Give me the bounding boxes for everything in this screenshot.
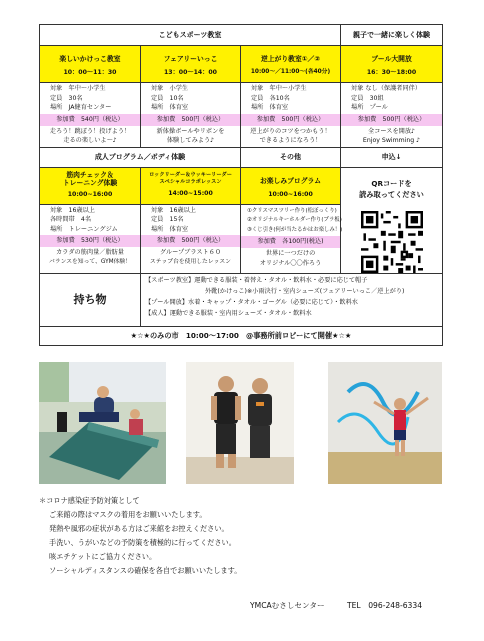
qr-cell — [341, 167, 443, 273]
program-flyer — [39, 24, 442, 346]
details-sakaagari: 対象 年中～小学生 定員 各10名 場所 体育室 参加費 500円（税込） 逆上がりのコツをつかもう！ できるようになろう！ — [241, 83, 341, 148]
qr-code[interactable] — [361, 211, 423, 273]
photo-strip — [39, 362, 442, 484]
program-time: 10:00~16:00 — [67, 191, 113, 199]
program-sakaagari — [241, 46, 341, 83]
bring-label: 持ち物 — [40, 273, 141, 326]
program-time: 10：00～11：30 — [63, 69, 117, 77]
details-collab: 対象 16歳以上 定員 15名 場所 体育室 参加費 500円（税込） グループブラスト６０ ステップ台を使用したレッスン — [141, 204, 241, 273]
program-kakekko — [40, 46, 141, 83]
program-collab — [141, 167, 241, 204]
details-fairy: 対象 小学生 定員 10名 場所 体育室 参加費 500円（税込） 新体操ボールやリボンを 体験してみよう♪ — [141, 83, 241, 148]
details-kakekko: 対象 年中～小学生 定員 30名 場所 JA健育センター 参加費 540円（税込） 走ろう！跳ぼう！投げよう！ 走るの楽しいよ～♪ — [40, 83, 141, 148]
fee: 参加費 500円（税込） — [241, 114, 340, 126]
note-item: 手洗い、うがいなどの予防策を積極的に行ってください。 — [49, 538, 236, 547]
program-title: フェアリーいっこ — [163, 55, 218, 63]
qr-instructions: QRコードを 読み取ってください — [359, 178, 424, 200]
footer — [250, 600, 442, 611]
program-pool — [341, 46, 443, 83]
program-time: 13：00～14：00 — [163, 69, 217, 77]
details-muscle: 対象 16歳以上 各時間帯 4名 場所 トレーニングジム 参加費 530円（税込） カラダの筋肉量／脂肪量 バランスを知って、GYM体験！ — [40, 204, 141, 273]
program-title: プール大開放 — [371, 55, 412, 63]
program-time: 10:00~16:00 — [268, 190, 313, 198]
fee: 参加費 500円（税込） — [141, 235, 240, 247]
apply-header: 申込↓ — [341, 147, 443, 167]
program-title: ロックリーダー＆ウッキーリーダー スペシャルコラボレッスン — [149, 171, 232, 186]
note-item: ご来館の際はマスクの着用をお願いいたします。 — [49, 510, 207, 519]
details-otanoshimi: ①クリスマスツリー作り(松ぼっくり) ②オリジナルキーホルダー作り(プラ板) ③くじ引き(何が当たるかはお楽しみ！) 参加費 各100円(税込) 世界に一つだけの オリジナル〇〇作ろう — [241, 204, 341, 273]
photo-ribbon — [328, 362, 442, 484]
phone-number: TEL 096-248-6334 — [346, 601, 423, 610]
details-pool: 対象 なし（保護者同伴） 定員 30組 場所 プール 参加費 500円（税込） 全コースを開放♪ Enjoy Swimming ♪ — [341, 83, 443, 148]
program-time: 10:00～／11:00～(各40分) — [250, 69, 331, 76]
adult-header: 成人プログラム／ボディ体験 — [40, 147, 241, 167]
photo-children-mat — [39, 362, 166, 484]
fee: 参加費 各100円(税込) — [241, 236, 340, 248]
program-title: 楽しいかけっこ教室 — [59, 55, 121, 63]
covid-notes — [39, 496, 241, 580]
program-table — [39, 24, 443, 346]
program-title: 筋肉チェック＆ トレーニング体験 — [62, 170, 118, 188]
flea-market-banner: ★☆★のみの市 10:00～17:00 @事務所前ロビーにて開催★☆★ — [40, 326, 443, 345]
program-title: お楽しみプログラム — [259, 176, 322, 185]
program-title: 逆上がり教室①／② — [260, 55, 321, 63]
fee: 参加費 530円（税込） — [40, 235, 140, 247]
note-item: 咳エチケットにご協力ください。 — [49, 552, 157, 561]
bring-list: 【スポーツ教室】運動できる服装・着替え・タオル・飲料水・必要に応じて帽子 外靴(かけっこ)※小雨決行・室内シューズ(フェアリーいっこ／逆上がり) 【プール開放】水着・キャップ・タオル・ゴーグル（必要に応じて）・飲料水 【成人】運動できる服装・室内用シューズ・タオル・飲料水 — [141, 273, 443, 326]
other-header: その他 — [241, 147, 341, 167]
program-muscle — [40, 167, 141, 204]
note-item: 発熱や風邪の症状がある方はご来館をお控えください。 — [49, 524, 229, 533]
fee: 参加費 500円（税込） — [141, 114, 240, 126]
note-item: ソーシャルディスタンスの確保を各自でお願いいたします。 — [49, 566, 242, 575]
notes-heading: ＊コロナ感染症予防対策として — [39, 496, 140, 505]
fee: 参加費 500円（税込） — [341, 114, 442, 126]
photo-instructors — [186, 362, 294, 484]
kids-header: こどもスポーツ教室 — [40, 25, 341, 46]
program-time: 14:00~15:00 — [168, 189, 213, 197]
program-otanoshimi — [241, 167, 341, 204]
fee: 参加費 540円（税込） — [40, 114, 140, 126]
family-header: 親子で一緒に楽しく体験 — [341, 25, 443, 46]
program-fairy — [141, 46, 241, 83]
program-time: 16：30～18:00 — [366, 69, 417, 77]
center-name: YMCAむさしセンター — [250, 601, 325, 610]
